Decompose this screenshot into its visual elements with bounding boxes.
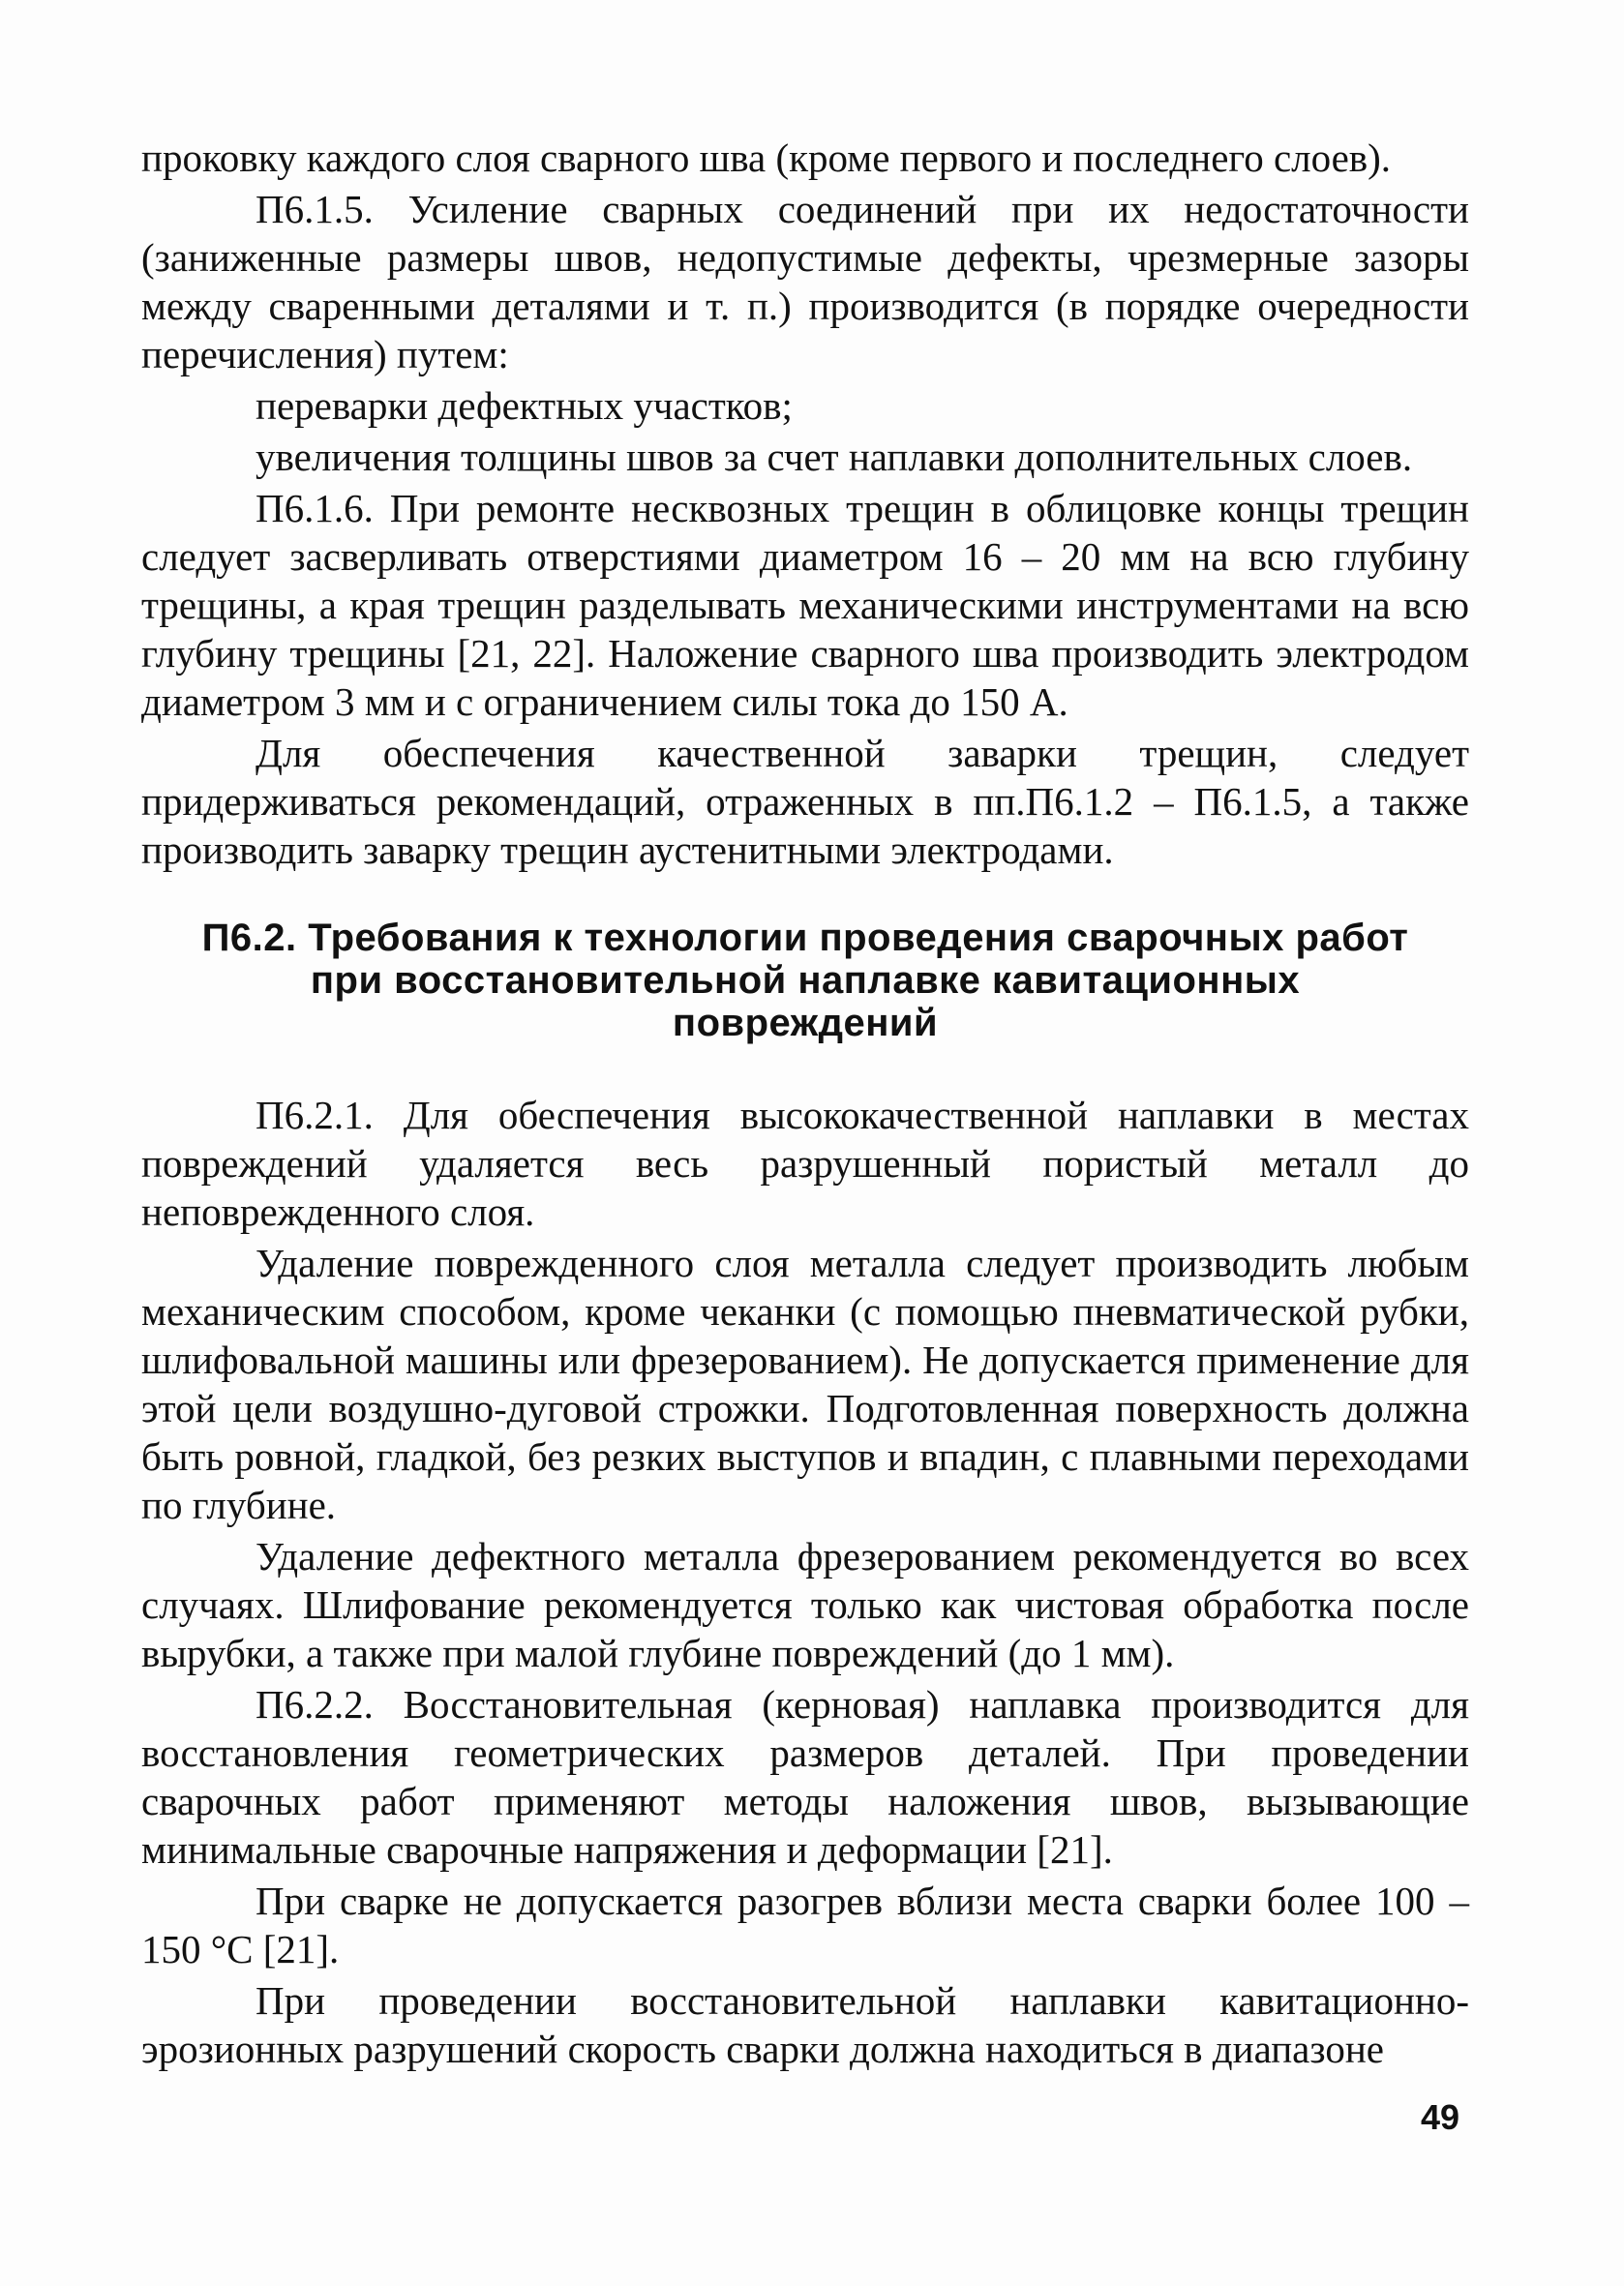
page-number: 49 (1420, 2097, 1459, 2137)
section-heading-line: повреждений (672, 1002, 939, 1044)
section-heading-line: при восстановительной наплавке кавитационных (310, 959, 1301, 1002)
paragraph-p6-1-6: П6.1.6. При ремонте несквозных трещин в облицовке концы трещин следует засверливать отверстиями диаметром 16 – 20 мм на всю глубину трещины, а края трещин разделывать механическими инструментами на всю глубину трещины [21, 22]. Наложение сварного шва производить электродом диаметром 3 мм и с ограничением силы тока до 150 А. (141, 486, 1469, 724)
paragraph-continuation: проковку каждого слоя сварного шва (кроме первого и последнего слоев). (141, 135, 1392, 180)
page-body (141, 134, 1469, 2076)
paragraph-p6-1-5: П6.1.5. Усиление сварных соединений при их недостаточности (заниженные размеры швов, недопустимые дефекты, чрезмерные зазоры между сваренными деталями и т. п.) производится (в порядке очередности перечисления) путем: (141, 187, 1469, 376)
paragraph-heating-limit: При сварке не допускается разогрев вблизи места сварки более 100 – 150 °С [21]. (141, 1879, 1469, 1971)
section-heading-line: П6.2. Требования к технологии проведения сварочных работ (201, 917, 1409, 959)
paragraph-crack-welding: Для обеспечения качественной заварки трещин, следует придерживаться рекомендаций, отраженных в пп.П6.1.2 – П6.1.5, а также производить заварку трещин аустенитными электродами. (141, 731, 1469, 872)
section-heading-p6-2 (141, 917, 1469, 1044)
list-item-reweld: переварки дефектных участков; (256, 383, 793, 428)
paragraph-welding-speed: При проведении восстановительной наплавки кавитационно-эрозионных разрушений скорость сварки должна находиться в диапазоне (141, 1978, 1469, 2071)
paragraph-milling: Удаление дефектного металла фрезерованием рекомендуется во всех случаях. Шлифование рекомендуется только как чистовая обработка после вырубки, а также при малой глубине повреждений (до 1 мм). (141, 1534, 1469, 1675)
paragraph-p6-2-1: П6.2.1. Для обеспечения высококачественной наплавки в местах повреждений удаляется весь разрушенный пористый металл до неповрежденного слоя. (141, 1093, 1469, 1234)
paragraph-damaged-layer-removal: Удаление поврежденного слоя металла следует производить любым механическим способом, кроме чеканки (с помощью пневматической рубки, шлифовальной машины или фрезерованием). Не допускается применение для этой цели воздушно-дуговой строжки. Подготовленная поверхность должна быть ровной, гладкой, без резких выступов и впадин, с плавными переходами по глубине. (141, 1241, 1469, 1527)
paragraph-p6-2-2: П6.2.2. Восстановительная (керновая) наплавка производится для восстановления геометрических размеров деталей. При проведении сварочных работ применяют методы наложения швов, вызывающие минимальные сварочные напряжения и деформации [21]. (141, 1682, 1469, 1872)
list-item-thickening: увеличения толщины швов за счет наплавки дополнительных слоев. (256, 435, 1413, 479)
